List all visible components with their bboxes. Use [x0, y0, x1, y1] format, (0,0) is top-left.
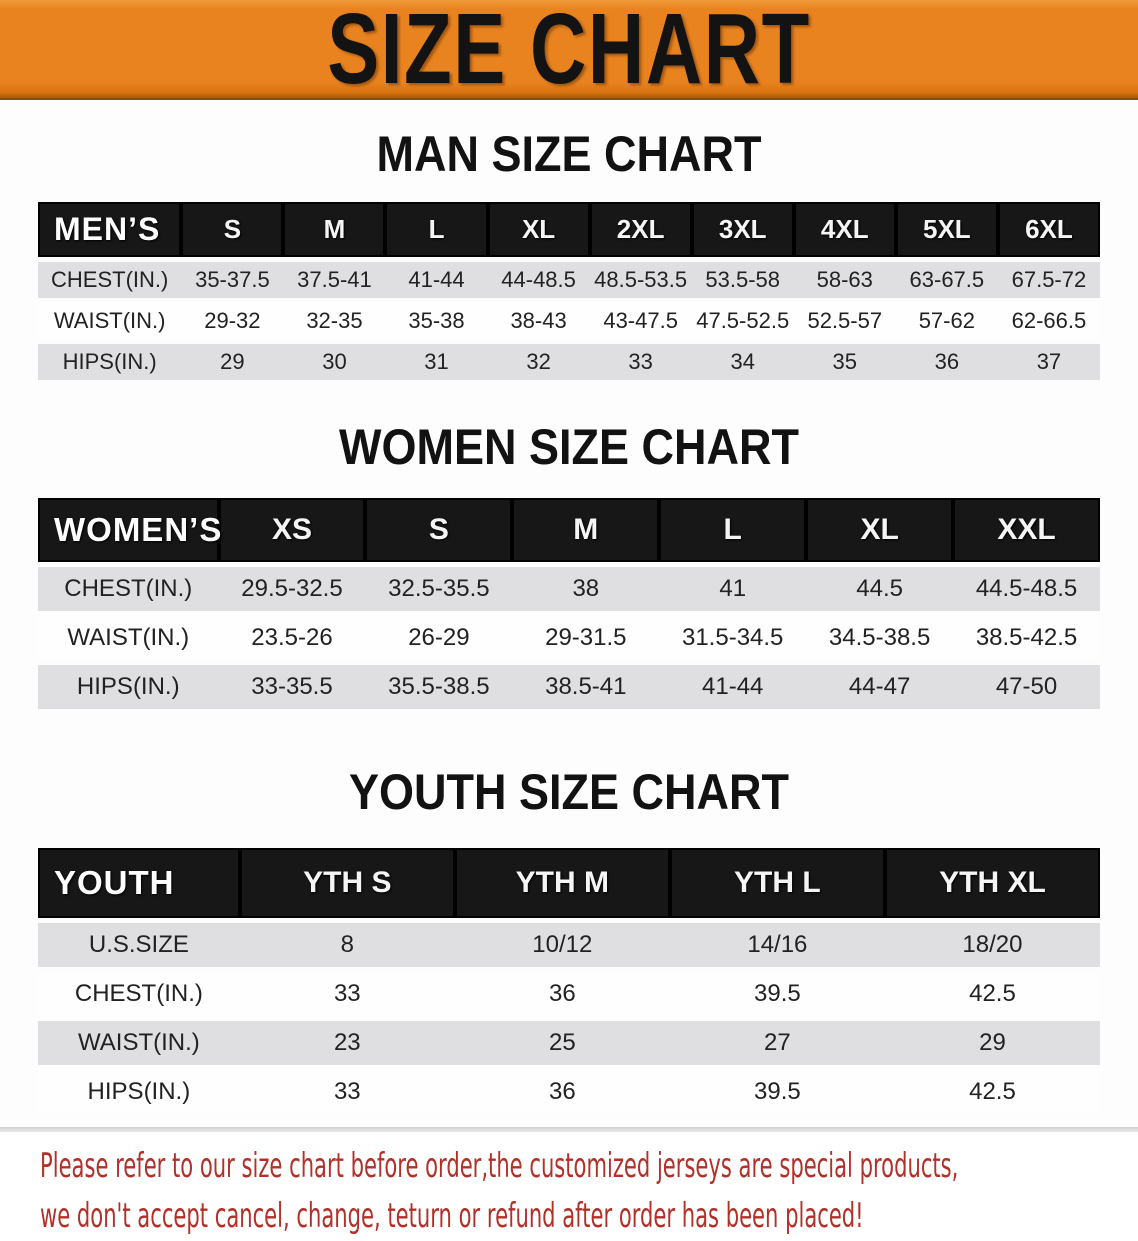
size-value-cell: 29.5-32.5	[219, 567, 366, 611]
size-value-cell: 38.5-42.5	[953, 616, 1100, 660]
table-row	[38, 567, 1100, 611]
size-value-cell: 35	[794, 344, 896, 380]
size-value-cell: 37	[998, 344, 1100, 380]
measurement-label-cell: WAIST(IN.)	[38, 1021, 240, 1065]
size-value-cell: 33	[240, 972, 455, 1016]
size-value-cell: 57-62	[896, 303, 998, 339]
size-value-cell: 33	[590, 344, 692, 380]
size-column-header: L	[385, 202, 487, 257]
size-value-cell: 44-47	[806, 665, 953, 709]
measurement-label-cell: WAIST(IN.)	[38, 303, 181, 339]
size-value-cell: 25	[455, 1021, 670, 1065]
men-size-table	[38, 197, 1100, 385]
size-column-header: XXL	[953, 498, 1100, 562]
size-column-header: YTH S	[240, 848, 455, 918]
size-value-cell: 31	[385, 344, 487, 380]
size-value-cell: 38	[512, 567, 659, 611]
table-row	[38, 344, 1100, 380]
size-value-cell: 42.5	[885, 1070, 1100, 1114]
women-size-table	[38, 493, 1100, 714]
size-value-cell: 52.5-57	[794, 303, 896, 339]
table-header-row	[38, 202, 1100, 257]
size-value-cell: 32-35	[283, 303, 385, 339]
size-value-cell: 53.5-58	[692, 262, 794, 298]
size-value-cell: 36	[896, 344, 998, 380]
measurement-label-cell: HIPS(IN.)	[38, 344, 181, 380]
size-value-cell: 23.5-26	[219, 616, 366, 660]
size-value-cell: 29-32	[181, 303, 283, 339]
measurement-label-cell: CHEST(IN.)	[38, 567, 219, 611]
size-value-cell: 33-35.5	[219, 665, 366, 709]
size-value-cell: 32.5-35.5	[365, 567, 512, 611]
table-row	[38, 1070, 1100, 1114]
size-value-cell: 41-44	[659, 665, 806, 709]
size-value-cell: 36	[455, 1070, 670, 1114]
table-row	[38, 972, 1100, 1016]
size-value-cell: 39.5	[670, 972, 885, 1016]
size-value-cell: 47-50	[953, 665, 1100, 709]
measurement-label-cell: HIPS(IN.)	[38, 665, 219, 709]
size-value-cell: 38-43	[488, 303, 590, 339]
measurement-label-cell: CHEST(IN.)	[38, 972, 240, 1016]
disclaimer-line-2: we don't accept cancel, change, teturn or refund after order has been placed!	[40, 1191, 721, 1241]
measurement-label-cell: CHEST(IN.)	[38, 262, 181, 298]
size-value-cell: 58-63	[794, 262, 896, 298]
size-value-cell: 34.5-38.5	[806, 616, 953, 660]
size-value-cell: 10/12	[455, 923, 670, 967]
size-value-cell: 34	[692, 344, 794, 380]
measurement-label-cell: U.S.SIZE	[38, 923, 240, 967]
table-row	[38, 923, 1100, 967]
size-column-header: S	[365, 498, 512, 562]
size-value-cell: 48.5-53.5	[590, 262, 692, 298]
table-title-cell: WOMEN’S	[38, 498, 219, 562]
size-column-header: YTH L	[670, 848, 885, 918]
size-value-cell: 27	[670, 1021, 885, 1065]
table-header-row	[38, 848, 1100, 918]
size-column-header: XL	[806, 498, 953, 562]
table-row	[38, 262, 1100, 298]
size-value-cell: 35.5-38.5	[365, 665, 512, 709]
size-value-cell: 41-44	[385, 262, 487, 298]
size-column-header: 5XL	[896, 202, 998, 257]
size-value-cell: 35-37.5	[181, 262, 283, 298]
size-column-header: 3XL	[692, 202, 794, 257]
size-value-cell: 39.5	[670, 1070, 885, 1114]
size-value-cell: 38.5-41	[512, 665, 659, 709]
size-value-cell: 63-67.5	[896, 262, 998, 298]
size-value-cell: 14/16	[670, 923, 885, 967]
size-column-header: 6XL	[998, 202, 1100, 257]
women-section-heading: WOMEN SIZE CHART	[57, 421, 1081, 474]
size-value-cell: 43-47.5	[590, 303, 692, 339]
youth-section-heading: YOUTH SIZE CHART	[57, 766, 1081, 819]
size-value-cell: 44.5	[806, 567, 953, 611]
size-value-cell: 67.5-72	[998, 262, 1100, 298]
size-column-header: L	[659, 498, 806, 562]
size-value-cell: 29-31.5	[512, 616, 659, 660]
disclaimer-text	[40, 1141, 721, 1241]
size-value-cell: 18/20	[885, 923, 1100, 967]
size-value-cell: 37.5-41	[283, 262, 385, 298]
table-row	[38, 665, 1100, 709]
youth-section	[0, 766, 1138, 1119]
size-value-cell: 32	[488, 344, 590, 380]
size-value-cell: 29	[181, 344, 283, 380]
size-value-cell: 44.5-48.5	[953, 567, 1100, 611]
measurement-label-cell: HIPS(IN.)	[38, 1070, 240, 1114]
size-column-header: 4XL	[794, 202, 896, 257]
size-value-cell: 33	[240, 1070, 455, 1114]
size-value-cell: 44-48.5	[488, 262, 590, 298]
women-section	[0, 421, 1138, 715]
banner	[0, 0, 1138, 100]
size-column-header: XL	[488, 202, 590, 257]
size-value-cell: 41	[659, 567, 806, 611]
measurement-label-cell: WAIST(IN.)	[38, 616, 219, 660]
table-row	[38, 303, 1100, 339]
size-column-header: YTH M	[455, 848, 670, 918]
size-value-cell: 26-29	[365, 616, 512, 660]
size-value-cell: 29	[885, 1021, 1100, 1065]
size-column-header: M	[283, 202, 385, 257]
disclaimer-line-1: Please refer to our size chart before order,the customized jerseys are special products,	[40, 1141, 721, 1191]
size-value-cell: 8	[240, 923, 455, 967]
size-value-cell: 31.5-34.5	[659, 616, 806, 660]
men-section-heading: MAN SIZE CHART	[57, 128, 1081, 181]
size-value-cell: 23	[240, 1021, 455, 1065]
table-title-cell: MEN’S	[38, 202, 181, 257]
table-row	[38, 616, 1100, 660]
table-header-row	[38, 498, 1100, 562]
youth-size-table	[38, 843, 1100, 1119]
banner-title: SIZE CHART	[327, 0, 811, 99]
size-column-header: 2XL	[590, 202, 692, 257]
size-column-header: YTH XL	[885, 848, 1100, 918]
size-value-cell: 36	[455, 972, 670, 1016]
bottom-divider	[0, 1127, 1138, 1132]
size-column-header: M	[512, 498, 659, 562]
size-value-cell: 35-38	[385, 303, 487, 339]
table-row	[38, 1021, 1100, 1065]
size-value-cell: 62-66.5	[998, 303, 1100, 339]
table-title-cell: YOUTH	[38, 848, 240, 918]
men-section	[0, 128, 1138, 385]
size-value-cell: 47.5-52.5	[692, 303, 794, 339]
size-value-cell: 30	[283, 344, 385, 380]
size-column-header: XS	[219, 498, 366, 562]
size-column-header: S	[181, 202, 283, 257]
size-value-cell: 42.5	[885, 972, 1100, 1016]
